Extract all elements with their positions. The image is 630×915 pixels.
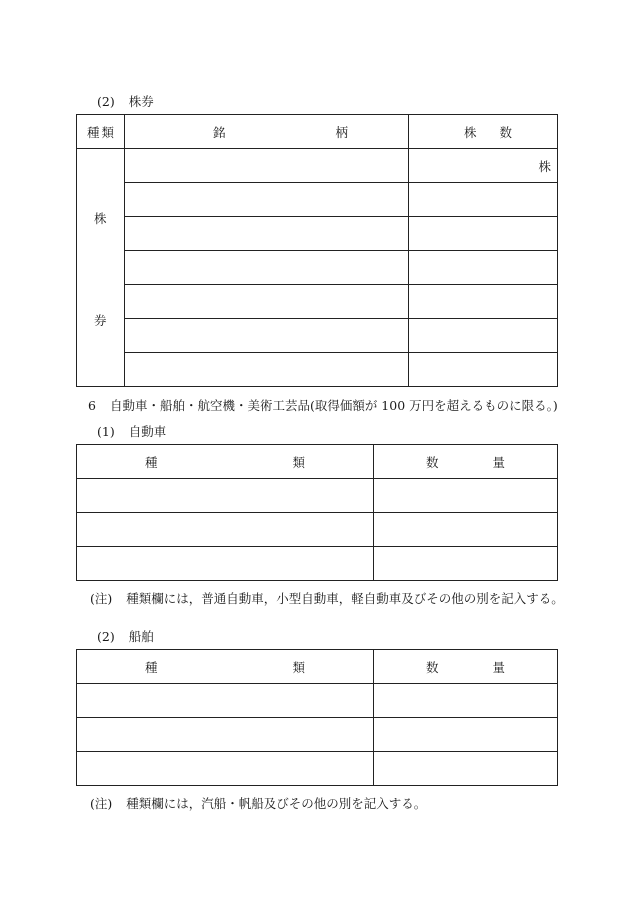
stock-header-type: 種 類 [77,115,125,149]
stock-name-cell[interactable] [125,149,409,183]
car-qty-cell[interactable] [374,479,558,513]
stock-heading [97,92,154,110]
car-type-cell[interactable] [77,547,374,581]
stock-shares-cell[interactable] [409,217,558,251]
car-heading-number: (1) [97,424,115,439]
stock-shares-cell[interactable] [409,149,558,183]
table-row [77,149,558,183]
ship-note-text: 種類欄には，汽船・帆船及びその他の別を記入する。 [126,796,427,811]
table-row [77,183,558,217]
ship-qty-cell[interactable] [374,718,558,752]
stock-header-name: 銘 柄 [125,115,409,149]
ship-table-header [77,650,558,684]
stock-header-shares: 株 数 [409,115,558,149]
section6-heading [88,396,558,414]
table-row [77,479,558,513]
stock-type-cell [77,149,125,387]
section6-number: 6 [88,398,96,413]
car-note-text: 種類欄には，普通自動車，小型自動車，軽自動車及びその他の別を記入する。 [126,591,564,606]
stock-type-char-2: 券 [94,313,107,328]
car-heading-title: 自動車 [128,424,167,439]
ship-note [90,794,426,812]
stock-shares-cell[interactable] [409,285,558,319]
table-row [77,547,558,581]
car-type-cell[interactable] [77,513,374,547]
car-table-header [77,445,558,479]
ship-note-label: (注) [90,796,113,811]
ship-header-type: 種 類 [77,650,374,684]
stock-name-cell[interactable] [125,353,409,387]
ship-qty-cell[interactable] [374,684,558,718]
ship-type-cell[interactable] [77,752,374,786]
car-table [76,444,558,581]
car-header-type: 種 類 [77,445,374,479]
stock-heading-title: 株券 [128,94,154,109]
car-note-label: (注) [90,591,113,606]
ship-header-qty: 数 量 [374,650,558,684]
ship-heading [97,627,154,645]
stock-shares-cell[interactable] [409,353,558,387]
car-qty-cell[interactable] [374,513,558,547]
car-type-cell[interactable] [77,479,374,513]
ship-heading-title: 船舶 [128,629,154,644]
stock-shares-cell[interactable] [409,319,558,353]
table-row [77,718,558,752]
stock-name-cell[interactable] [125,285,409,319]
stock-table [76,114,558,387]
ship-type-cell[interactable] [77,718,374,752]
section6-title: 自動車・船舶・航空機・美術工芸品(取得価額が 100 万円を超えるものに限る。) [109,398,558,413]
table-row [77,684,558,718]
table-row [77,513,558,547]
table-row [77,319,558,353]
stock-type-char-1: 株 [94,211,107,226]
stock-heading-number: (2) [97,94,115,109]
table-row [77,251,558,285]
stock-name-cell[interactable] [125,251,409,285]
table-row [77,217,558,251]
table-row [77,285,558,319]
stock-name-cell[interactable] [125,183,409,217]
stock-table-header [77,115,558,149]
table-row [77,353,558,387]
shares-unit-label: 株 [538,158,551,174]
ship-table [76,649,558,786]
car-heading [97,422,166,440]
stock-name-cell[interactable] [125,217,409,251]
stock-shares-cell[interactable] [409,251,558,285]
car-header-qty: 数 量 [374,445,558,479]
ship-type-cell[interactable] [77,684,374,718]
car-note [90,589,564,607]
table-row [77,752,558,786]
ship-heading-number: (2) [97,629,115,644]
car-qty-cell[interactable] [374,547,558,581]
ship-qty-cell[interactable] [374,752,558,786]
stock-shares-cell[interactable] [409,183,558,217]
stock-name-cell[interactable] [125,319,409,353]
